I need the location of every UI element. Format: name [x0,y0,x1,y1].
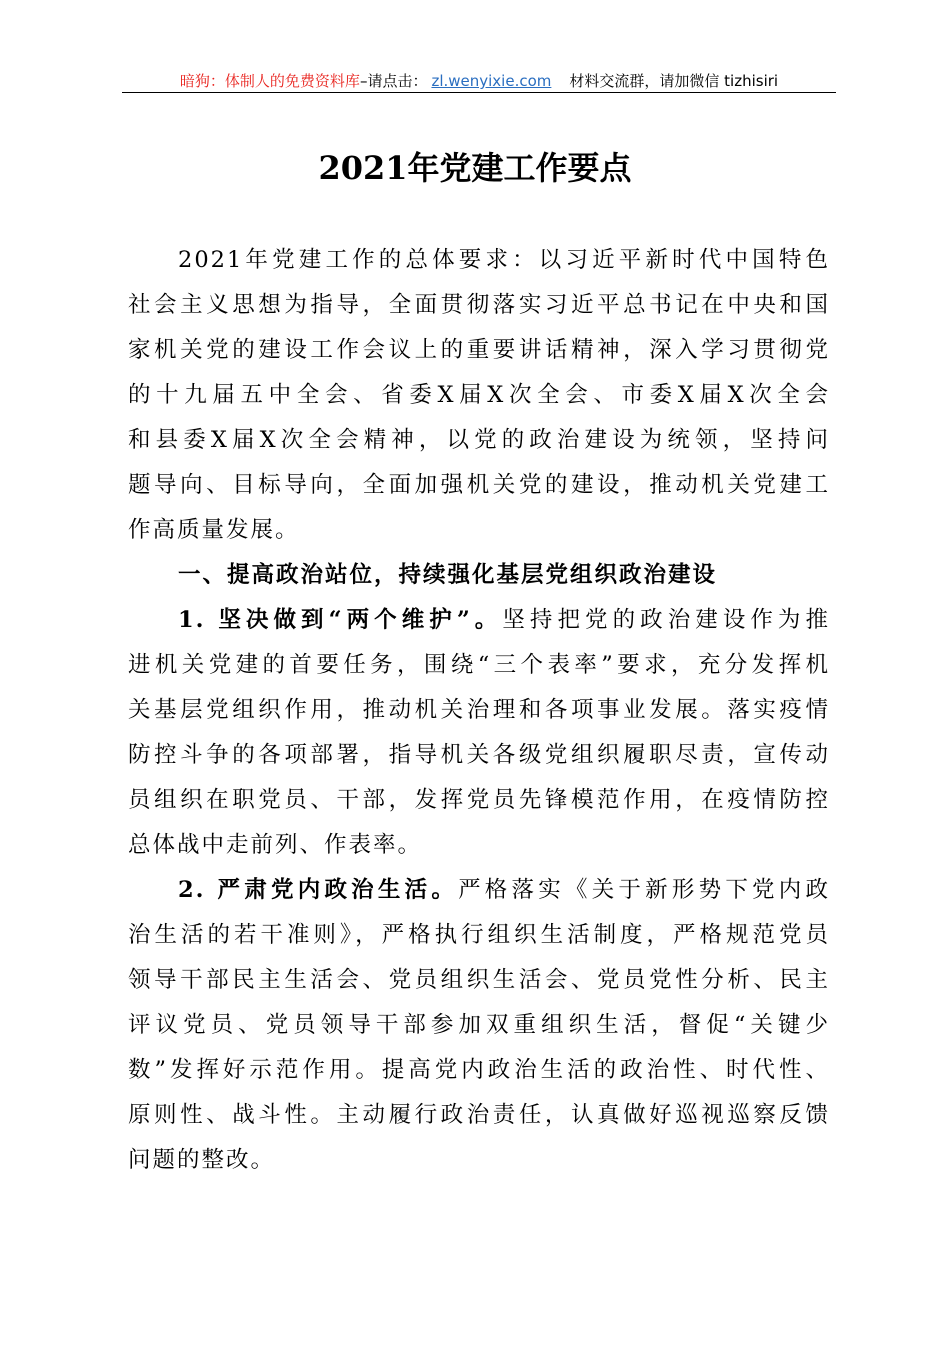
line-text: 作高质量发展。 [128,517,300,543]
header-promo: 暗狗：体制人的免费资料库 [179,72,360,90]
page-header [122,70,836,93]
paragraph-line [128,508,830,553]
line-text: 总体战中走前列、作表率。 [128,832,423,858]
line-text: 题导向、目标导向，全面加强机关党的建设，推动机关党建工 [128,472,830,498]
header-contact: 材料交流群，请加微信 tizhisiri [569,72,779,90]
item-title: 2. 严肃党内政治生活。 [178,877,459,903]
paragraph-line [128,328,830,373]
line-text: 的十九届五中全会、省委X届X次全会、市委X届X次全会 [128,382,830,408]
header-click-label: –请点击： [359,72,428,90]
line-text: 坚持把党的政治建设作为推 [502,607,830,633]
line-text: 治生活的若干准则》，严格执行组织生活制度，严格规范党员 [128,922,830,948]
line-text: 评议党员、党员领导干部参加双重组织生活，督促“关键少 [128,1012,830,1038]
paragraph-line [128,778,830,823]
paragraph-line [128,868,830,913]
document-title: 2021年党建工作要点 [318,149,632,187]
line-text: 数”发挥好示范作用。提高党内政治生活的政治性、时代性、 [128,1057,830,1083]
line-text: 原则性、战斗性。主动履行政治责任，认真做好巡视巡察反馈 [128,1102,830,1128]
section-heading-text: 一、提高政治站位，持续强化基层党组织政治建设 [178,562,718,588]
line-text: 关基层党组织作用，推动机关治理和各项事业发展。落实疫情 [128,697,830,723]
paragraph-line [128,733,830,778]
paragraph-line [128,418,830,463]
line-text: 问题的整改。 [128,1147,276,1173]
section-heading [128,553,830,598]
line-text: 防控斗争的各项部署，指导机关各级党组织履职尽责，宣传动 [128,742,830,768]
line-text: 和县委X届X次全会精神，以党的政治建设为统领，坚持问 [128,427,830,453]
item-title: 1. 坚决做到“两个维护”。 [178,607,503,633]
document-body [128,238,830,1183]
paragraph-line [128,688,830,733]
paragraph-line [128,1048,830,1093]
paragraph-line [128,463,830,508]
line-text: 2021年党建工作的总体要求：以习近平新时代中国特色 [178,247,830,273]
paragraph-line [128,598,830,643]
line-text: 员组织在职党员、干部，发挥党员先锋模范作用，在疫情防控 [128,787,830,813]
paragraph-line [128,283,830,328]
line-text: 家机关党的建设工作会议上的重要讲话精神，深入学习贯彻党 [128,337,830,363]
paragraph-line [128,643,830,688]
paragraph-line [128,823,830,868]
line-text: 进机关党建的首要任务，围绕“三个表率”要求，充分发挥机 [128,652,830,678]
paragraph-line [128,913,830,958]
paragraph-line [128,1003,830,1048]
header-link[interactable]: zl.wenyixie.com [431,72,552,90]
line-text: 严格落实《关于新形势下党内政 [458,877,830,903]
line-text: 社会主义思想为指导，全面贯彻落实习近平总书记在中央和国 [128,292,830,318]
paragraph-line [128,238,830,283]
paragraph-line [128,1138,830,1183]
line-text: 领导干部民主生活会、党员组织生活会、党员党性分析、民主 [128,967,830,993]
paragraph-line [128,1093,830,1138]
paragraph-line [128,958,830,1003]
paragraph-line [128,373,830,418]
